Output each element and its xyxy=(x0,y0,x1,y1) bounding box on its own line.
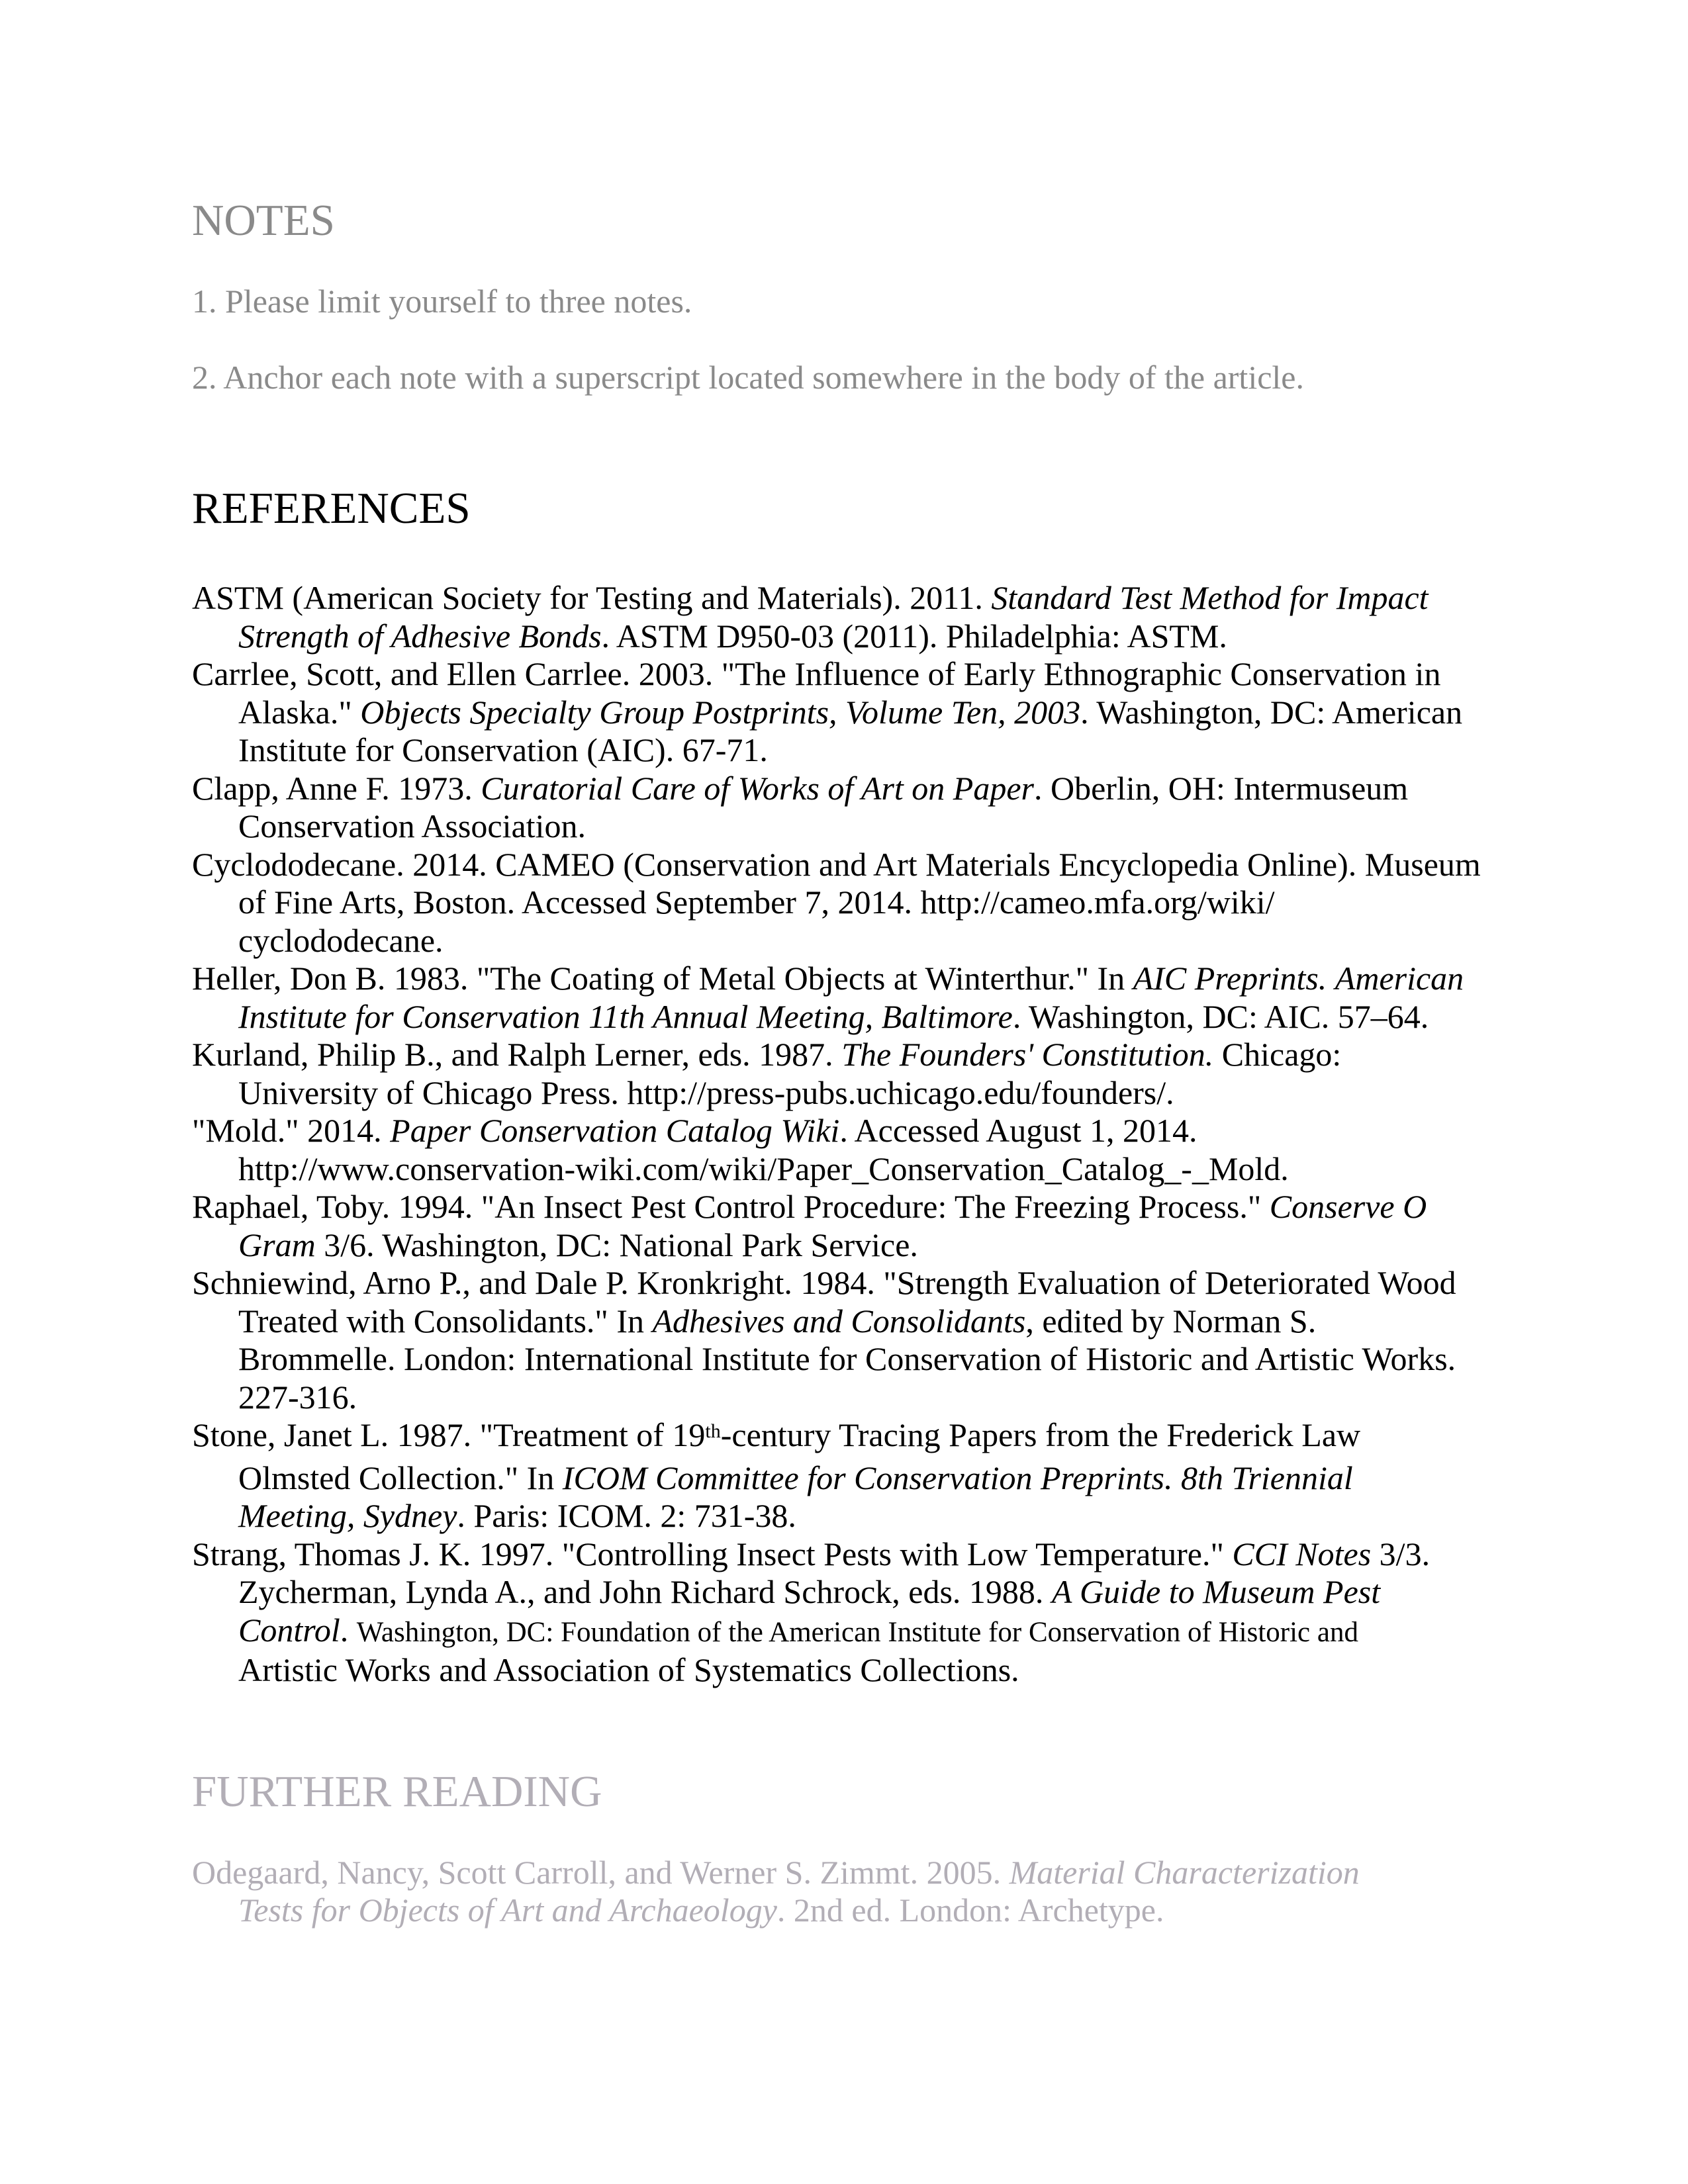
reference-line xyxy=(192,1573,1496,1612)
reference-line xyxy=(192,1497,1496,1535)
reference-line xyxy=(192,655,1496,694)
reference-text-segment: Washington, DC: Foundation of the American Institute for Conservation of Historic and xyxy=(356,1616,1358,1648)
reference-text-segment: Objects Specialty Group Postprints, Volume Ten, 2003 xyxy=(360,693,1081,731)
reference-line xyxy=(192,1302,1496,1341)
reference-line xyxy=(192,960,1496,998)
further-reading-heading: FURTHER READING xyxy=(192,1766,602,1816)
reference-text-segment: Meeting, Sydney xyxy=(238,1497,457,1535)
reference-text-segment: Alaska." xyxy=(238,693,361,731)
reference-line xyxy=(192,579,1496,617)
reference-text-segment: A Guide to Museum Pest xyxy=(1051,1573,1381,1611)
references-list xyxy=(192,579,1496,1690)
reference-text-segment: Schniewind, Arno P., and Dale P. Kronkright. 1984. "Strength Evaluation of Deteriorated Wood xyxy=(192,1264,1456,1302)
reference-text-segment: The Founders' Constitution. xyxy=(841,1036,1214,1073)
reference-line xyxy=(192,617,1496,656)
reference-text-segment: Tests for Objects of Art and Archaeology xyxy=(238,1891,777,1929)
reference-entry xyxy=(192,1264,1496,1416)
reference-text-segment: of Fine Arts, Boston. Accessed September 7, 2014. http://cameo.mfa.org/wiki/ xyxy=(238,884,1275,921)
reference-text-segment: Paper Conservation Catalog Wiki xyxy=(390,1112,840,1150)
note-item: 2. Anchor each note with a superscript located somewhere in the body of the article. xyxy=(192,359,1304,396)
reference-text-segment: Conserve O xyxy=(1269,1188,1427,1226)
reference-text-segment: Carrlee, Scott, and Ellen Carrlee. 2003. "The Influence of Early Ethnographic Conservation in xyxy=(192,655,1441,693)
reference-line xyxy=(192,807,1496,846)
reference-line xyxy=(192,731,1496,770)
reference-text-segment: Conservation Association. xyxy=(238,807,586,845)
reference-line xyxy=(192,1459,1496,1498)
reference-text-segment: Material Characterization xyxy=(1009,1853,1360,1891)
reference-line xyxy=(192,1891,1496,1930)
reference-text-segment: . Washington, DC: American xyxy=(1080,693,1463,731)
reference-line xyxy=(192,1264,1496,1302)
notes-heading: NOTES xyxy=(192,196,335,245)
reference-text-segment: Kurland, Philip B., and Ralph Lerner, eds. 1987. xyxy=(192,1036,842,1073)
reference-entry xyxy=(192,1036,1496,1112)
reference-text-segment: . Oberlin, OH: Intermuseum xyxy=(1034,769,1409,807)
reference-line xyxy=(192,884,1496,922)
reference-text-segment: . Paris: ICOM. 2: 731-38. xyxy=(457,1497,796,1535)
reference-line xyxy=(192,1416,1496,1459)
reference-text-segment: Treated with Consolidants." In xyxy=(238,1302,653,1340)
further-reading-entry xyxy=(192,1854,1496,1930)
further-reading-list xyxy=(192,1854,1496,1930)
reference-text-segment: Strength of Adhesive Bonds xyxy=(238,617,602,655)
reference-text-segment: , edited by Norman S. xyxy=(1025,1302,1317,1340)
reference-line xyxy=(192,1188,1496,1226)
reference-text-segment xyxy=(1327,960,1335,997)
reference-line xyxy=(192,1150,1496,1189)
reference-text-segment: 227-316. xyxy=(238,1378,357,1416)
reference-text-segment: th xyxy=(705,1420,721,1442)
reference-text-segment: Adhesives and Consolidants xyxy=(652,1302,1026,1340)
reference-text-segment: Raphael, Toby. 1994. "An Insect Pest Control Procedure: The Freezing Process." xyxy=(192,1188,1270,1226)
reference-line xyxy=(192,846,1496,884)
reference-text-segment: Cyclododecane. 2014. CAMEO (Conservation and Art Materials Encyclopedia Online). Museum xyxy=(192,845,1481,883)
notes-section xyxy=(192,195,1496,396)
reference-text-segment: Institute for Conservation (AIC). 67-71. xyxy=(238,731,768,769)
reference-text-segment: Standard Test Method for Impact xyxy=(991,579,1429,617)
reference-text-segment: Control xyxy=(238,1611,340,1649)
reference-line xyxy=(192,1535,1496,1574)
reference-line xyxy=(192,1612,1496,1652)
reference-text-segment: "Mold." 2014. xyxy=(192,1112,391,1150)
reference-entry xyxy=(192,770,1496,846)
reference-line xyxy=(192,998,1496,1036)
reference-entry xyxy=(192,1416,1496,1535)
reference-text-segment: Zycherman, Lynda A., and John Richard Schrock, eds. 1988. xyxy=(238,1573,1052,1611)
reference-text-segment: Odegaard, Nancy, Scott Carroll, and Werner S. Zimmt. 2005. xyxy=(192,1853,1009,1891)
reference-text-segment: Olmsted Collection." In xyxy=(238,1459,563,1496)
reference-text-segment: . ASTM D950-03 (2011). Philadelphia: ASTM. xyxy=(601,617,1227,655)
reference-text-segment: http://www.conservation-wiki.com/wiki/Paper_Conservation_Catalog_-_Mold. xyxy=(238,1150,1289,1187)
reference-line xyxy=(192,1379,1496,1417)
reference-text-segment: ICOM Committee for Conservation Preprints. 8th Triennial xyxy=(562,1459,1353,1496)
reference-text-segment: American xyxy=(1335,960,1464,997)
reference-text-segment: . xyxy=(340,1611,357,1649)
reference-text-segment: . Washington, DC: AIC. 57–64. xyxy=(1012,997,1429,1035)
reference-entry xyxy=(192,1112,1496,1188)
references-section xyxy=(192,483,1496,1690)
reference-text-segment: University of Chicago Press. http://press-pubs.uchicago.edu/founders/. xyxy=(238,1073,1174,1111)
reference-text-segment: Curatorial Care of Works of Art on Paper xyxy=(481,769,1034,807)
reference-text-segment: Strang, Thomas J. K. 1997. "Controlling Insect Pests with Low Temperature." xyxy=(192,1535,1233,1572)
reference-text-segment: Stone, Janet L. 1987. "Treatment of 19 xyxy=(192,1416,706,1454)
reference-text-segment: Brommelle. London: International Institute for Conservation of Historic and Artistic Works. xyxy=(238,1340,1456,1378)
reference-text-segment: -century Tracing Papers from the Frederick Law xyxy=(720,1416,1361,1454)
notes-list xyxy=(192,283,1496,396)
reference-line xyxy=(192,1036,1496,1074)
reference-entry xyxy=(192,846,1496,960)
reference-line xyxy=(192,1074,1496,1113)
reference-entry xyxy=(192,655,1496,770)
reference-entry xyxy=(192,579,1496,655)
further-reading-section xyxy=(192,1766,1496,1930)
reference-text-segment: . 2nd ed. London: Archetype. xyxy=(776,1891,1164,1929)
reference-line xyxy=(192,1651,1496,1690)
reference-entry xyxy=(192,1188,1496,1264)
reference-text-segment: Chicago: xyxy=(1213,1036,1342,1073)
reference-line xyxy=(192,922,1496,960)
reference-text-segment: AIC Preprints. xyxy=(1133,960,1327,997)
reference-entry xyxy=(192,960,1496,1036)
reference-text-segment: . Accessed August 1, 2014. xyxy=(839,1112,1197,1150)
reference-text-segment: Institute for Conservation 11th Annual Meeting, Baltimore xyxy=(238,997,1013,1035)
references-heading: REFERENCES xyxy=(192,484,471,533)
reference-line xyxy=(192,1854,1496,1892)
reference-line xyxy=(192,1226,1496,1265)
reference-line xyxy=(192,770,1496,808)
reference-text-segment: Clapp, Anne F. 1973. xyxy=(192,769,481,807)
reference-entry xyxy=(192,1535,1496,1690)
reference-text-segment: cyclododecane. xyxy=(238,921,444,959)
reference-line xyxy=(192,694,1496,732)
reference-text-segment: Gram xyxy=(238,1226,316,1263)
reference-text-segment: ASTM (American Society for Testing and Materials). 2011. xyxy=(192,579,992,617)
reference-text-segment: 3/6. Washington, DC: National Park Service. xyxy=(315,1226,918,1263)
reference-line xyxy=(192,1112,1496,1150)
note-item: 1. Please limit yourself to three notes. xyxy=(192,283,692,320)
reference-text-segment: Artistic Works and Association of Systematics Collections. xyxy=(238,1651,1019,1689)
reference-line xyxy=(192,1340,1496,1379)
reference-text-segment: CCI Notes xyxy=(1232,1535,1372,1572)
reference-text-segment: Heller, Don B. 1983. "The Coating of Metal Objects at Winterthur." In xyxy=(192,960,1133,997)
reference-text-segment: 3/3. xyxy=(1371,1535,1430,1572)
